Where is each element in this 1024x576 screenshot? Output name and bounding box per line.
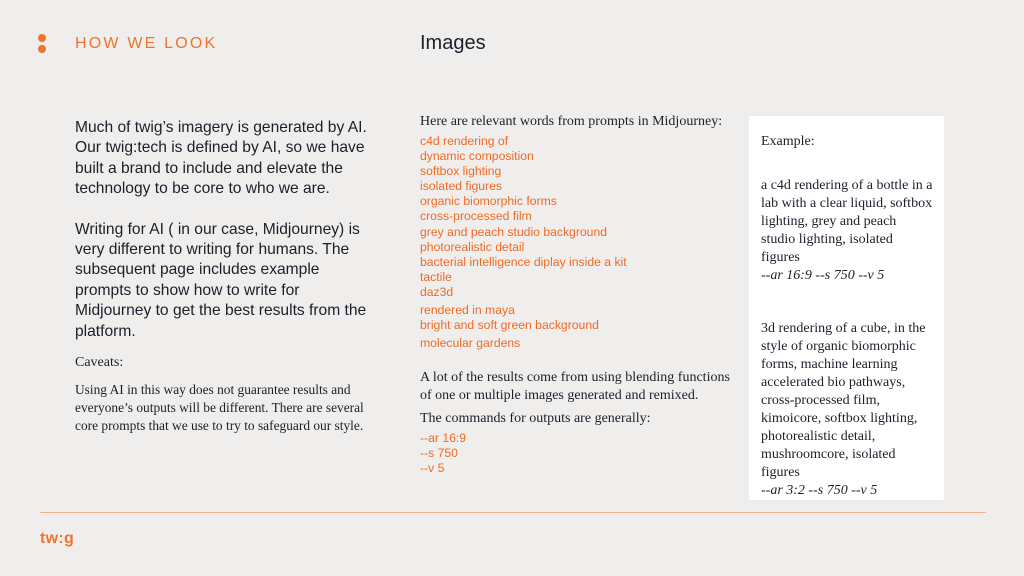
example-prompt-params: --ar 16:9 --s 750 --v 5 (761, 268, 885, 283)
keyword-item: molecular gardens (420, 336, 521, 351)
command-item: --ar 16:9 (420, 431, 467, 446)
section-label: HOW WE LOOK (75, 35, 218, 52)
footer-divider (40, 512, 986, 513)
keyword-item: softbox lighting (420, 164, 502, 179)
keyword-item: isolated figures (420, 179, 502, 194)
prompts-column (420, 113, 730, 476)
example-prompt-text: a c4d rendering of a bottle in a lab with a clear liquid, softbox lighting, grey and peach studio lighting, isolated figures (761, 178, 933, 265)
example-label: Example: (761, 134, 815, 149)
intro-paragraph-1: Much of twig’s imagery is generated by AI. Our twig:tech is defined by AI, so we have built a brand to include and elevate the technology to be core to who we are. (75, 119, 367, 198)
example-prompt (761, 177, 933, 285)
keyword-item: tactile (420, 269, 452, 284)
keyword-list (420, 134, 730, 351)
twig-logo: tw:g (40, 530, 75, 547)
dot-icon (38, 45, 46, 53)
keyword-item: c4d rendering of (420, 134, 509, 148)
caveats-body: Using AI in this way does not guarantee results and everyone’s outputs will be different. There are several core prompts that we use to try to safeguard our style. (75, 382, 364, 434)
example-card (749, 116, 944, 500)
keyword-item: daz3d (420, 284, 454, 299)
command-item: --v 5 (420, 461, 445, 476)
intro-paragraph-2: Writing for AI ( in our case, Midjourney) is very different to writing for humans. The subsequent page includes example prompts to show how to write for Midjourney to get the best results from the platform. (75, 220, 367, 340)
page-title: Images (420, 32, 486, 54)
keyword-item: photorealistic detail (420, 239, 525, 254)
keyword-item: dynamic composition (420, 149, 534, 164)
example-prompt-text: 3d rendering of a cube, in the style of organic biomorphic forms, machine learning accelerated bio pathways, cross-processed film, kimoicore, softbox lighting, photorealistic detail, mushroomcore, isolated figures (761, 321, 926, 480)
keyword-item: rendered in maya (420, 303, 515, 318)
prompts-intro: Here are relevant words from prompts in Midjourney: (420, 114, 723, 129)
command-list (420, 431, 730, 476)
example-prompt (761, 320, 933, 500)
section-dots-icon (38, 34, 47, 56)
keyword-item: cross-processed film (420, 209, 532, 224)
keyword-item: grey and peach studio background (420, 224, 608, 239)
example-prompt-params: --ar 3:2 --s 750 --v 5 (761, 483, 878, 498)
command-item: --s 750 (420, 446, 458, 461)
dot-icon (38, 34, 46, 42)
keyword-item: bacterial intelligence diplay inside a kit (420, 254, 627, 269)
blending-note: A lot of the results come from using blending functions of one or multiple images generated and remixed. (420, 370, 730, 404)
intro-column (75, 118, 375, 435)
keyword-item: bright and soft green background (420, 318, 599, 333)
caveats-title: Caveats: (75, 355, 124, 371)
commands-intro: The commands for outputs are generally: (420, 411, 651, 427)
keyword-item: organic biomorphic forms (420, 194, 557, 209)
